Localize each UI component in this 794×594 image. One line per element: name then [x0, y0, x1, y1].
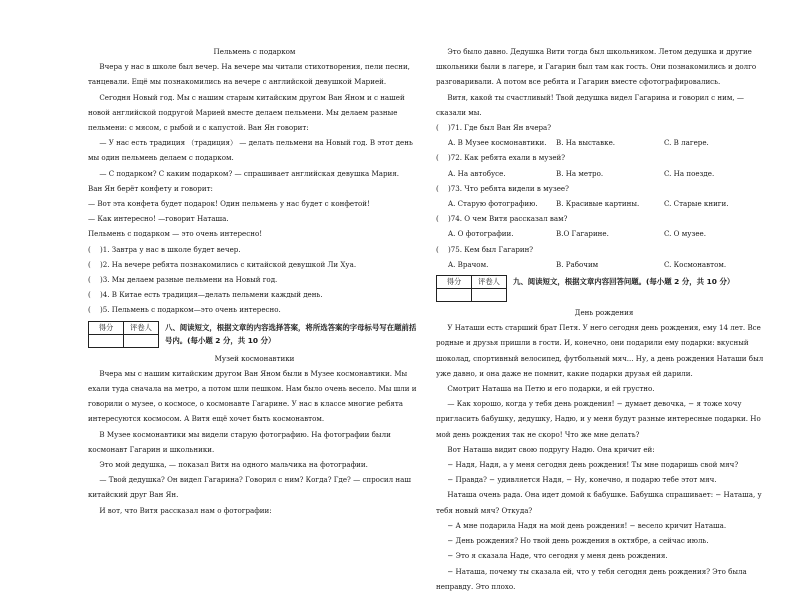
option-b: B. Рабочим [556, 259, 599, 269]
answer-bracket[interactable]: ( [436, 153, 439, 163]
answer-bracket[interactable]: ( [436, 183, 439, 193]
tf-question[interactable] [88, 242, 421, 257]
story3-paragraph: − Надя, Надя, а у меня сегодня день рождения! Ты мне подаришь свой мяч? [447, 460, 739, 470]
question-text: )71. Где был Ван Ян вчера? [448, 123, 552, 133]
story3-paragraph: У Наташи есть старший брат Петя. У него сегодня день рождения, ему 14 лет. Все родные и друзья пришли в гости. И, конечно, они подарили ему подарки: вкусный шоколад, спортивный велосипед, футбольный мяч... Ну, а день рождения Наташи был уже давно, и она даже не помнит, какие подарки друзья ей дарили. [436, 323, 764, 378]
story2-paragraph: Витя, какой ты счастливый! Твой дедушка видел Гагарина и говорил с ним, — сказали мы. [436, 92, 744, 117]
answer-bracket[interactable]: ( [88, 305, 91, 315]
story2-paragraph: Это мой дедушка, — показал Витя на одного мальчика на фотографии. [99, 460, 368, 470]
option-a: A. На автобусе. [448, 168, 506, 178]
option-a: A. О фотографии. [448, 229, 514, 239]
option-c: C. Старые книги. [664, 199, 729, 209]
option-b: B. На выставке. [556, 138, 616, 148]
score-label: 得分 [89, 321, 124, 334]
answer-bracket[interactable]: ( [436, 214, 439, 224]
reviewer-cell[interactable] [124, 334, 159, 347]
story1-title: Пельмень с подарком [213, 47, 296, 56]
score-table [88, 321, 159, 348]
option-a: A. В Музее космонавтики. [448, 138, 547, 148]
reviewer-cell[interactable] [472, 289, 507, 302]
answer-bracket[interactable]: ( [88, 275, 91, 285]
story3-paragraph: Смотрит Наташа на Петю и его подарки, и ей грустно. [447, 384, 655, 394]
story3-paragraph: — Как хорошо, когда у тебя день рождения! − думает девочка, − я тоже хочу пригласить бабушку, дедушку, Надю, и у меня будут разные интересные подарки. Но мой день рождения так не скоро! Что же мне делать? [436, 399, 761, 439]
mc-question [436, 181, 772, 211]
story1-paragraph: Пельмень с подарком — это очень интересно! [88, 229, 263, 239]
option-c: C. На поезде. [664, 168, 715, 178]
option-c: C. О музее. [664, 229, 706, 239]
story3-paragraph: − Правда? − удивляется Надя, − Ну, конечно, я подарю тебе этот мяч. [447, 475, 717, 485]
story2-paragraph: В Музее космонавтики мы видели старую фотографию. На фотографии были космонавт Гагарин и школьники. [88, 429, 391, 454]
option-c: C. В лагере. [664, 138, 709, 148]
option-b: B. На метро. [556, 168, 604, 178]
question-text: )2. На вечере ребята познакомились с китайской девушкой Ли Хуа. [100, 259, 357, 269]
story3-paragraph: − День рождения? Но твой день рождения в октябре, а сейчас июль. [447, 536, 709, 546]
option-a: A. Старую фотографию. [448, 199, 538, 209]
tf-question[interactable] [88, 257, 421, 272]
question-text: )4. В Китае есть традиция—делать пельмени каждый день. [100, 290, 323, 300]
mc-question [436, 242, 772, 272]
reviewer-label: 评卷人 [124, 321, 159, 334]
answer-bracket[interactable]: ( [88, 244, 91, 254]
section-9-header [436, 275, 772, 302]
answer-bracket[interactable]: ( [436, 244, 439, 254]
option-a: A. Врачом. [448, 259, 489, 269]
section-9-heading: 九、阅读短文，根据文章内容回答问题。(每小题 2 分，共 10 分） [513, 277, 735, 287]
story3-paragraph: − Наташа, почему ты сказала ей, что у тебя сегодня день рождения? Это была неправду. Это плохо. [436, 566, 747, 591]
question-text: )1. Завтра у нас в школе будет вечер. [100, 244, 241, 254]
question-text: )72. Как ребята ехали в музей? [448, 153, 566, 163]
option-b: B. Красивые картины. [556, 199, 640, 209]
answer-bracket[interactable]: ( [436, 123, 439, 133]
option-c: C. Космонавтом. [664, 259, 727, 269]
story1-paragraph: — У нас есть традиция （традиция） — делать пельмени на Новый год. В этот день мы один пельмень делаем с подарком. [88, 138, 413, 163]
story1-paragraph: — Вот эта конфета будет подарок! Один пельмень у нас будет с конфетой! [88, 199, 370, 209]
story2-paragraph: Вчера мы с нашим китайским другом Ван Яном были в Музее космонавтики. Мы ехали туда сначала на метро, а потом шли пешком. Нам было очень весело. Мы шли и говорили о музее, о космосе, о космонавте Гагарине. У нас в классе многие ребята интересуются космосом. А Витя ещё хочет быть космонавтом. [88, 368, 417, 424]
story3-paragraph: Наташа очень рада. Она идет домой к бабушке. Бабушка спрашивает: − Наташа, у тебя новый мяч? Откуда? [436, 490, 762, 515]
answer-bracket[interactable]: ( [88, 290, 91, 300]
tf-question[interactable] [88, 272, 421, 287]
story2-paragraph: Это было давно. Дедушка Вити тогда был школьником. Летом дедушка и другие школьники были в лагере, и Гагарин был там как гость. Они познакомились и долго разговаривали. А потом все ребята и Гагарин вместе сфотографировались. [436, 47, 757, 87]
story2-paragraph: И вот, что Витя рассказал нам о фотографии: [99, 505, 272, 515]
option-b: B.О Гагарине. [556, 229, 609, 239]
story1-paragraph: — Как интересно! —говорит Наташа. [88, 214, 229, 224]
reviewer-label: 评卷人 [472, 276, 507, 289]
score-label: 得分 [437, 276, 472, 289]
score-cell[interactable] [437, 289, 472, 302]
mc-question [436, 211, 772, 241]
story2-paragraph: — Твой дедушка? Он видел Гагарина? Говорил с ним? Когда? Где? — спросил наш китайский друг Ван Ян. [88, 475, 411, 500]
right-column [436, 44, 772, 594]
mc-question [436, 150, 772, 180]
section-8-heading: 八、阅读短文，根据文章的内容选择答案，将所选答案的字母标号写在题前括号内。(每小题 2 分，共 10 分） [165, 322, 417, 345]
story1-paragraph: — С подарком? С каким подарком? — спрашивает английская девушка Мария. [99, 168, 399, 178]
story2-title: Музей космонавтики [214, 353, 295, 363]
story3-paragraph: Вот Наташа видит свою подругу Надю. Она кричит ей: [447, 444, 655, 454]
question-text: )75. Кем был Гагарин? [448, 244, 534, 254]
left-column [88, 44, 421, 518]
tf-question[interactable] [88, 287, 421, 302]
question-text: )5. Пельмень с подарком—это очень интересно. [100, 305, 281, 315]
score-cell[interactable] [89, 334, 124, 347]
tf-question[interactable] [88, 302, 421, 317]
mc-question [436, 120, 772, 150]
question-text: )73. Что ребята видели в музее? [448, 183, 569, 193]
story1-paragraph: Сегодня Новый год. Мы с нашим старым китайским другом Ван Яном и с нашей новой английской подругой Марией вместе делаем пельмени. Мы делаем разные пельмени: с мясом, с рыбой и с капустой. Ван Ян говорит: [88, 92, 405, 133]
story1-paragraph: Ван Ян берёт конфету и говорит: [88, 183, 213, 193]
story3-paragraph: − Это я сказала Наде, что сегодня у меня день рождения. [447, 551, 668, 561]
question-text: )74. О чем Витя рассказал вам? [448, 214, 568, 224]
section-8-header [88, 321, 421, 348]
story1-paragraph: Вчера у нас в школе был вечер. На вечере мы читали стихотворения, пели песни, танцевали. Ещё мы познакомились на вечере с английской девушкой Марией. [88, 62, 410, 87]
answer-bracket[interactable]: ( [88, 259, 91, 269]
story3-paragraph: − А мне подарила Надя на мой день рождения! − весело кричит Наташа. [447, 520, 727, 530]
score-table [436, 275, 507, 302]
question-text: )3. Мы делаем разные пельмени на Новый год. [100, 275, 278, 285]
story3-title: День рождения [574, 308, 634, 318]
